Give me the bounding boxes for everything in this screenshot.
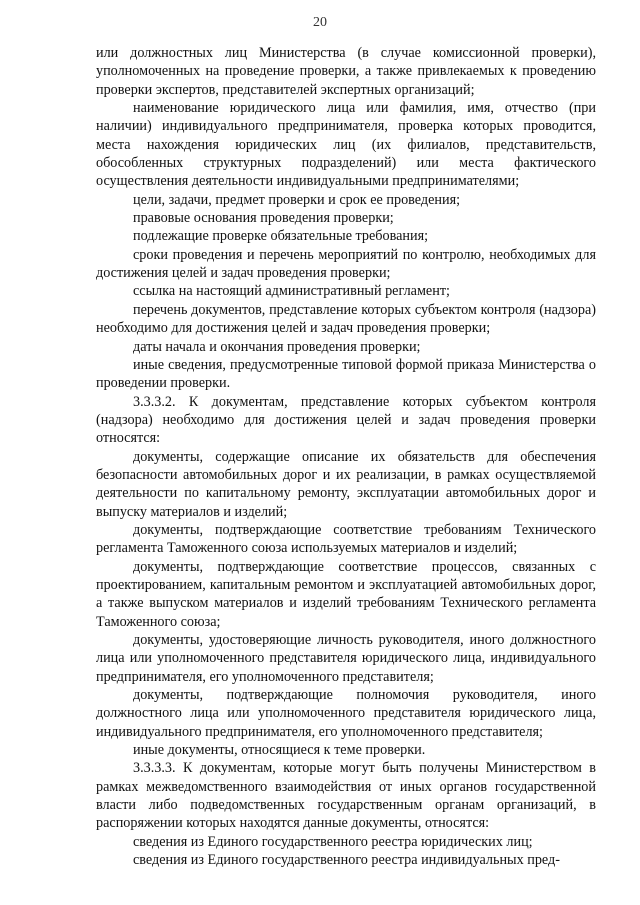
paragraph: перечень документов, представление которых субъектом контроля (надзора) необходимо для достижения целей и задач проведения проверки;	[96, 301, 596, 337]
paragraph: сведения из Единого государственного реестра индивидуальных пред-	[133, 852, 560, 869]
paragraph: правовые основания проведения проверки;	[133, 210, 394, 227]
paragraph: сведения из Единого государственного реестра юридических лиц;	[133, 833, 533, 850]
paragraph: документы, удостоверяющие личность руководителя, иного должностного лица или уполномоченного представителя юридического лица, индивидуального предпринимателя, его уполномоченного представителя;	[96, 632, 596, 685]
paragraph: даты начала и окончания проведения проверки;	[133, 338, 421, 355]
page-number: 20	[313, 15, 327, 30]
paragraph: 3.3.3.2. К документам, представление которых субъектом контроля (надзора) необходимо для достижения целей и задач проведения проверки относятся:	[96, 393, 596, 447]
paragraph: 3.3.3.3. К документам, которые могут быть получены Министерством в рамках межведомственного взаимодействия от иных органов государственной власти либо подведомственных государственным органам организаций, в распоряжении которых находятся данные документы, относятся:	[96, 760, 596, 832]
paragraph: или должностных лиц Министерства (в случае комиссионной проверки), уполномоченных на проведение проверки, а также привлекаемых к проведению проверки экспертов, представителей экспертных организаций;	[96, 45, 596, 98]
paragraph: сроки проведения и перечень мероприятий по контролю, необходимых для достижения целей и задач проведения проверки;	[96, 246, 596, 282]
paragraph: ссылка на настоящий административный регламент;	[133, 283, 450, 300]
paragraph: документы, подтверждающие полномочия руководителя, иного должностного лица или уполномоченного представителя юридического лица, индивидуального предпринимателя, его уполномоченного представителя;	[96, 687, 596, 740]
document-body	[96, 44, 596, 869]
paragraph: документы, подтверждающие соответствие процессов, связанных с проектированием, капитальным ремонтом и эксплуатацией автомобильных дорог, а также выпуском материалов и изделий требованиям Технического регламента Таможенного союза;	[96, 558, 596, 630]
paragraph: иные документы, относящиеся к теме проверки.	[133, 742, 426, 759]
paragraph: подлежащие проверке обязательные требования;	[133, 228, 429, 245]
paragraph: наименование юридического лица или фамилия, имя, отчество (при наличии) индивидуального предпринимателя, проверка которых проводится, места нахождения юридических лиц (их филиалов, представительств, обособленных структурных подразделений) или места фактического осуществления деятельности индивидуальными предпринимателями;	[96, 100, 596, 190]
paragraph: документы, содержащие описание их обязательств для обеспечения безопасности автомобильных дорог и их реализации, в рамках осуществляемой деятельности по капитальному ремонту, эксплуатации автомобильных дорог и выпуску материалов и изделий;	[96, 448, 596, 520]
paragraph: цели, задачи, предмет проверки и срок ее проведения;	[133, 191, 461, 208]
paragraph: иные сведения, предусмотренные типовой формой приказа Министерства о проведении проверки.	[96, 356, 596, 392]
paragraph: документы, подтверждающие соответствие требованиям Технического регламента Таможенного союза используемых материалов и изделий;	[96, 521, 596, 557]
